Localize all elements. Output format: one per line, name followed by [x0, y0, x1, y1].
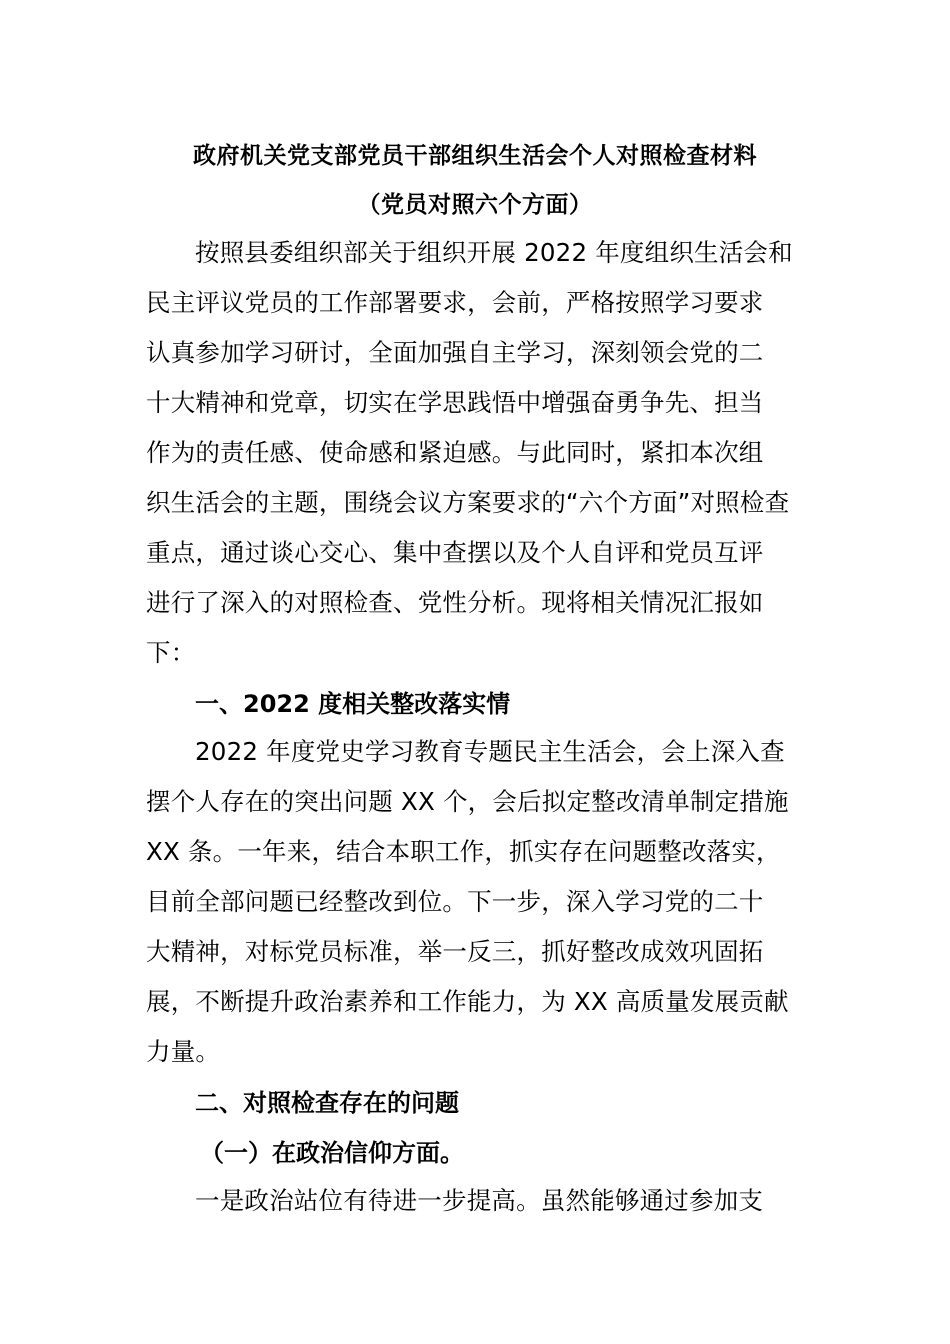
intro-line: 作为的责任感、使命感和紧迫感。与此同时，紧扣本次组 — [146, 438, 764, 467]
intro-line: 认真参加学习研讨，全面加强自主学习，深刻领会党的二 — [146, 338, 764, 367]
section-line: 摆个人存在的突出问题 XX 个，会后拟定整改清单制定措施 — [146, 787, 789, 816]
intro-line: 下： — [146, 638, 196, 667]
intro-line: 织生活会的主题，围绕会议方案要求的“六个方面”对照检查 — [146, 488, 790, 517]
intro-line: 民主评议党员的工作部署要求，会前，严格按照学习要求 — [146, 288, 764, 317]
intro-line: 进行了深入的对照检查、党性分析。现将相关情况汇报如 — [146, 588, 764, 617]
section-line: 目前全部问题已经整改到位。下一步，深入学习党的二十 — [146, 887, 764, 916]
section-heading: 一、2022 度相关整改落实情 — [195, 690, 511, 718]
subsection-heading: （一）在政治信仰方面。 — [200, 1139, 464, 1167]
intro-line: 十大精神和党章，切实在学思践悟中增强奋勇争先、担当 — [146, 388, 764, 417]
section-line: 大精神，对标党员标准，举一反三，抓好整改成效巩固拓 — [146, 937, 764, 966]
document-subtitle: （党员对照六个方面） — [357, 192, 593, 218]
section-line: XX 条。一年来，结合本职工作，抓实存在问题整改落实， — [146, 837, 781, 866]
section-heading: 二、对照检查存在的问题 — [195, 1089, 459, 1117]
section-line: 力量。 — [146, 1037, 221, 1066]
section-line: 2022 年度党史学习教育专题民主生活会，会上深入查 — [195, 737, 785, 766]
body-line: 一是政治站位有待进一步提高。虽然能够通过参加支 — [195, 1186, 764, 1215]
document-title: 政府机关党支部党员干部组织生活会个人对照检查材料 — [193, 143, 757, 169]
section-line: 展，不断提升政治素养和工作能力，为 XX 高质量发展贡献 — [146, 987, 789, 1016]
intro-line: 重点，通过谈心交心、集中查摆以及个人自评和党员互评 — [146, 538, 764, 567]
intro-line: 按照县委组织部关于组织开展 2022 年度组织生活会和 — [195, 238, 793, 267]
